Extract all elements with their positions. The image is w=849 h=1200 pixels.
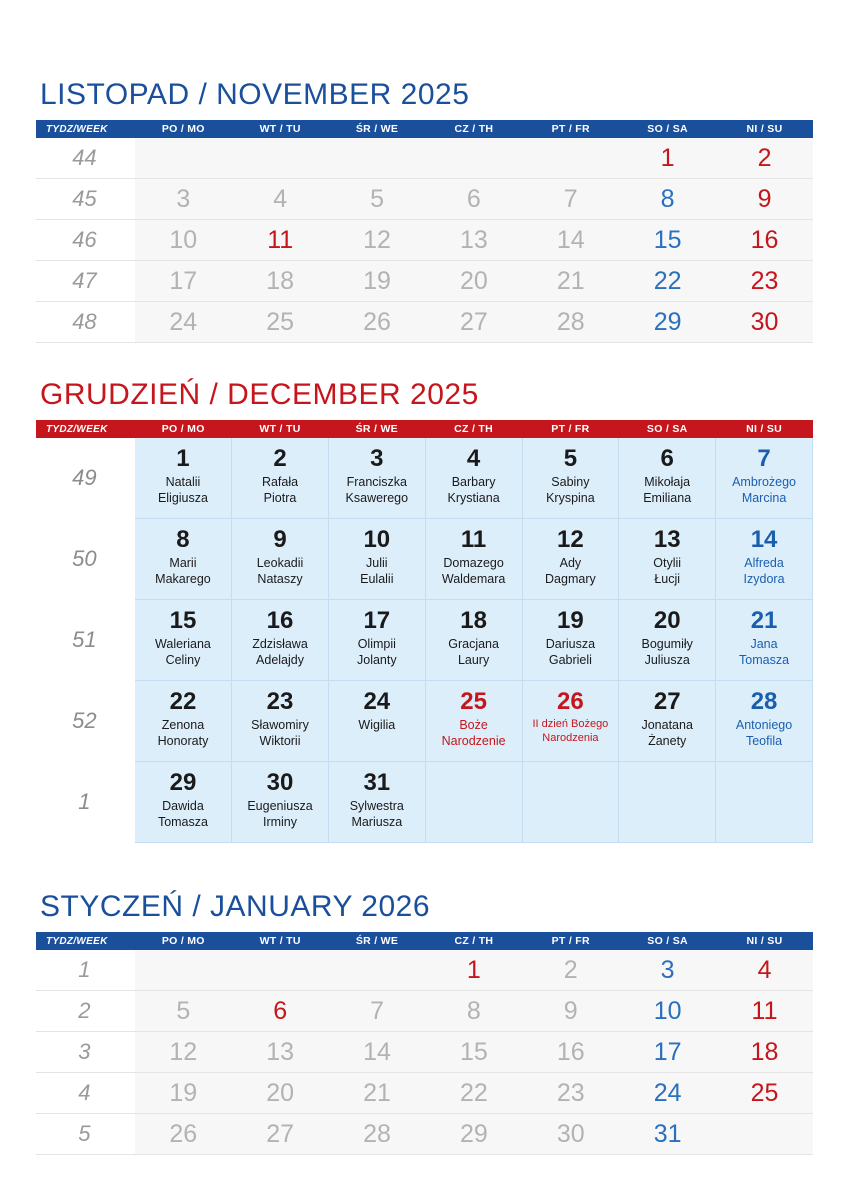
header-day-4: PT / FR xyxy=(522,932,619,950)
day-cell[interactable] xyxy=(329,950,426,991)
day-cell[interactable]: 11 xyxy=(716,991,813,1032)
week-number: 1 xyxy=(36,762,133,843)
day-cell[interactable]: 7 xyxy=(329,991,426,1032)
day-cell[interactable]: 18 xyxy=(716,1032,813,1073)
day-cell[interactable]: 9 xyxy=(522,991,619,1032)
day-cell[interactable]: 24 xyxy=(135,302,232,343)
day-nameday: Zenona Honoraty xyxy=(157,718,209,748)
day-cell[interactable]: 5 xyxy=(135,991,232,1032)
day-nameday: Wigilia xyxy=(358,718,396,733)
calendar-table-december xyxy=(36,420,813,843)
day-cell[interactable]: 8 xyxy=(619,179,716,220)
week-number: 44 xyxy=(36,138,133,179)
header-day-3: CZ / TH xyxy=(425,420,522,438)
week-row xyxy=(36,138,813,179)
header-day-0: PO / MO xyxy=(135,420,232,438)
day-nameday: Sabiny Kryspina xyxy=(546,475,595,505)
day-cell[interactable]: 16 xyxy=(522,1032,619,1073)
day-cell[interactable] xyxy=(716,762,813,843)
header-day-6: NI / SU xyxy=(716,120,813,138)
header-day-4: PT / FR xyxy=(522,120,619,138)
header-day-5: SO / SA xyxy=(619,932,716,950)
day-nameday: Sławomiry Wiktorii xyxy=(251,718,309,748)
calendar-table-january xyxy=(36,932,813,1155)
day-cell[interactable] xyxy=(716,1114,813,1155)
day-number: 5 xyxy=(563,445,578,472)
day-cell[interactable]: 19 xyxy=(329,261,426,302)
day-nameday: Alfreda Izydora xyxy=(743,556,785,586)
day-number: 1 xyxy=(176,445,190,472)
day-cell[interactable]: 27 xyxy=(425,302,522,343)
day-cell[interactable] xyxy=(522,519,619,600)
day-cell[interactable] xyxy=(232,138,329,179)
day-cell[interactable] xyxy=(716,600,813,681)
day-cell[interactable]: 1 xyxy=(425,950,522,991)
day-cell[interactable]: 26 xyxy=(329,302,426,343)
day-cell[interactable]: 29 xyxy=(619,302,716,343)
day-nameday: Waleriana Celiny xyxy=(155,637,211,667)
header-day-0: PO / MO xyxy=(135,932,232,950)
week-row xyxy=(36,950,813,991)
header-day-1: WT / TU xyxy=(232,932,329,950)
day-nameday: Domazego Waldemara xyxy=(441,556,506,586)
day-number: 31 xyxy=(363,769,391,796)
day-nameday: Sylwestra Mariusza xyxy=(349,799,404,829)
day-cell[interactable] xyxy=(328,519,425,600)
day-cell[interactable]: 3 xyxy=(135,179,232,220)
week-number: 45 xyxy=(36,179,133,220)
day-cell[interactable]: 23 xyxy=(716,261,813,302)
month-block-january xyxy=(36,890,813,1155)
day-cell[interactable]: 11 xyxy=(232,220,329,261)
weekday-header-row xyxy=(36,420,813,438)
day-number: 29 xyxy=(169,769,197,796)
day-nameday: Zdzisława Adelajdy xyxy=(252,637,308,667)
day-number: 12 xyxy=(557,526,584,553)
week-number: 5 xyxy=(36,1114,133,1155)
day-cell[interactable] xyxy=(425,681,522,762)
day-cell[interactable]: 13 xyxy=(232,1032,329,1073)
week-row xyxy=(36,179,813,220)
day-cell[interactable] xyxy=(619,438,716,519)
day-number: 17 xyxy=(363,607,391,634)
day-cell[interactable] xyxy=(425,438,522,519)
day-cell[interactable] xyxy=(522,138,619,179)
header-day-2: ŚR / WE xyxy=(329,120,426,138)
day-number: 18 xyxy=(460,607,487,634)
day-cell[interactable]: 20 xyxy=(232,1073,329,1114)
day-nameday: Leokadii Nataszy xyxy=(256,556,304,586)
day-number: 2 xyxy=(273,445,287,472)
day-nameday: Franciszka Ksawerego xyxy=(345,475,409,505)
day-number: 3 xyxy=(370,445,384,472)
day-cell[interactable]: 12 xyxy=(329,220,426,261)
day-cell[interactable]: 1 xyxy=(619,138,716,179)
day-cell[interactable] xyxy=(716,519,813,600)
day-cell[interactable] xyxy=(522,681,619,762)
day-number: 19 xyxy=(557,607,584,634)
day-number: 4 xyxy=(466,445,481,472)
day-cell[interactable]: 17 xyxy=(135,261,232,302)
day-cell[interactable]: 30 xyxy=(716,302,813,343)
day-nameday: Marii Makarego xyxy=(155,556,211,586)
day-nameday: Dariusza Gabrieli xyxy=(545,637,596,667)
day-number: 10 xyxy=(363,526,391,553)
day-cell[interactable] xyxy=(232,762,329,843)
day-number: 27 xyxy=(653,688,681,715)
day-number: 23 xyxy=(266,688,294,715)
day-cell[interactable] xyxy=(619,519,716,600)
day-cell[interactable]: 14 xyxy=(329,1032,426,1073)
week-row xyxy=(36,991,813,1032)
day-cell[interactable]: 21 xyxy=(329,1073,426,1114)
day-number: 20 xyxy=(653,607,681,634)
header-day-5: SO / SA xyxy=(619,420,716,438)
day-cell[interactable]: 6 xyxy=(232,991,329,1032)
day-cell[interactable] xyxy=(522,762,619,843)
header-week-label: TYDZ/WEEK xyxy=(36,932,133,950)
day-nameday: Olimpii Jolanty xyxy=(357,637,397,667)
week-number: 51 xyxy=(36,600,133,681)
day-number: 7 xyxy=(757,445,771,472)
day-cell[interactable]: 25 xyxy=(716,1073,813,1114)
header-week-label: TYDZ/WEEK xyxy=(36,120,133,138)
day-cell[interactable]: 4 xyxy=(716,950,813,991)
day-number: 8 xyxy=(176,526,190,553)
day-cell[interactable] xyxy=(232,519,329,600)
week-number: 48 xyxy=(36,302,133,343)
day-cell[interactable]: 26 xyxy=(135,1114,232,1155)
day-number: 28 xyxy=(750,688,778,715)
day-cell[interactable]: 2 xyxy=(522,950,619,991)
day-number: 25 xyxy=(460,688,487,715)
day-cell[interactable]: 19 xyxy=(135,1073,232,1114)
week-row xyxy=(36,519,813,600)
day-nameday: Jana Tomasza xyxy=(739,637,790,667)
day-cell[interactable]: 22 xyxy=(619,261,716,302)
day-nameday: Gracjana Laury xyxy=(448,637,499,667)
day-cell[interactable]: 23 xyxy=(522,1073,619,1114)
day-cell[interactable] xyxy=(135,138,232,179)
day-nameday: Mikołaja Emiliana xyxy=(643,475,692,505)
day-cell[interactable] xyxy=(619,762,716,843)
week-row xyxy=(36,302,813,343)
week-number: 46 xyxy=(36,220,133,261)
header-day-3: CZ / TH xyxy=(425,120,522,138)
day-cell[interactable]: 28 xyxy=(329,1114,426,1155)
header-day-1: WT / TU xyxy=(232,420,329,438)
day-cell[interactable]: 9 xyxy=(716,179,813,220)
day-number: 15 xyxy=(169,607,197,634)
week-number: 3 xyxy=(36,1032,133,1073)
month-block-december xyxy=(36,378,813,843)
day-nameday: Ambrożego Marcina xyxy=(732,475,797,505)
week-row xyxy=(36,1032,813,1073)
day-number: 22 xyxy=(169,688,197,715)
week-number: 47 xyxy=(36,261,133,302)
day-cell[interactable] xyxy=(328,600,425,681)
day-cell[interactable] xyxy=(328,762,425,843)
day-cell[interactable] xyxy=(232,438,329,519)
day-cell[interactable]: 7 xyxy=(522,179,619,220)
weekday-header-row xyxy=(36,120,813,138)
day-nameday: Antoniego Teofila xyxy=(735,718,793,748)
day-cell[interactable]: 3 xyxy=(619,950,716,991)
day-cell[interactable] xyxy=(425,519,522,600)
day-cell[interactable] xyxy=(522,438,619,519)
calendar-table-november xyxy=(36,120,813,343)
day-nameday: Barbary Krystiana xyxy=(447,475,500,505)
day-number: 21 xyxy=(750,607,778,634)
day-cell[interactable] xyxy=(425,138,522,179)
day-number: 30 xyxy=(266,769,294,796)
day-cell[interactable]: 15 xyxy=(425,1032,522,1073)
week-row xyxy=(36,681,813,762)
week-row xyxy=(36,762,813,843)
day-cell[interactable]: 4 xyxy=(232,179,329,220)
week-number: 52 xyxy=(36,681,133,762)
day-number: 13 xyxy=(653,526,681,553)
day-cell[interactable] xyxy=(135,438,232,519)
header-day-0: PO / MO xyxy=(135,120,232,138)
day-nameday: Jonatana Żanety xyxy=(641,718,693,748)
header-day-2: ŚR / WE xyxy=(329,932,426,950)
header-day-3: CZ / TH xyxy=(425,932,522,950)
day-cell[interactable] xyxy=(135,762,232,843)
day-cell[interactable]: 6 xyxy=(425,179,522,220)
week-number: 1 xyxy=(36,950,133,991)
day-number: 24 xyxy=(363,688,391,715)
day-cell[interactable]: 12 xyxy=(135,1032,232,1073)
day-cell[interactable]: 21 xyxy=(522,261,619,302)
day-number: 16 xyxy=(266,607,294,634)
day-cell[interactable]: 17 xyxy=(619,1032,716,1073)
day-cell[interactable] xyxy=(135,600,232,681)
day-number: 26 xyxy=(557,688,584,715)
day-number: 14 xyxy=(750,526,778,553)
header-day-5: SO / SA xyxy=(619,120,716,138)
day-cell[interactable] xyxy=(619,681,716,762)
week-number: 4 xyxy=(36,1073,133,1114)
day-cell[interactable] xyxy=(425,600,522,681)
day-nameday: Dawida Tomasza xyxy=(157,799,208,829)
month-title-november: LISTOPAD / NOVEMBER 2025 xyxy=(40,78,470,111)
day-cell[interactable]: 28 xyxy=(522,302,619,343)
week-row xyxy=(36,1073,813,1114)
day-nameday: Eugeniusza Irminy xyxy=(247,799,313,829)
day-cell[interactable]: 30 xyxy=(522,1114,619,1155)
day-cell[interactable]: 10 xyxy=(135,220,232,261)
day-nameday: II dzień Bożego Narodzenia xyxy=(532,718,609,744)
day-cell[interactable] xyxy=(425,762,522,843)
day-cell[interactable] xyxy=(135,519,232,600)
day-cell[interactable]: 15 xyxy=(619,220,716,261)
header-day-4: PT / FR xyxy=(522,420,619,438)
day-cell[interactable]: 10 xyxy=(619,991,716,1032)
day-number: 11 xyxy=(460,526,487,553)
day-cell[interactable] xyxy=(619,600,716,681)
day-cell[interactable]: 5 xyxy=(329,179,426,220)
month-title-december: GRUDZIEŃ / DECEMBER 2025 xyxy=(40,378,479,411)
day-nameday: Natalii Eligiusza xyxy=(157,475,208,505)
day-nameday: Boże Narodzenie xyxy=(441,718,506,748)
week-row xyxy=(36,600,813,681)
day-cell[interactable] xyxy=(522,600,619,681)
day-cell[interactable]: 20 xyxy=(425,261,522,302)
day-cell[interactable]: 24 xyxy=(619,1073,716,1114)
header-day-6: NI / SU xyxy=(716,932,813,950)
day-cell[interactable] xyxy=(716,438,813,519)
day-cell[interactable]: 14 xyxy=(522,220,619,261)
day-cell[interactable]: 16 xyxy=(716,220,813,261)
day-nameday: Rafała Piotra xyxy=(261,475,299,505)
day-cell[interactable]: 13 xyxy=(425,220,522,261)
month-title-january: STYCZEŃ / JANUARY 2026 xyxy=(40,890,431,923)
day-cell[interactable] xyxy=(232,950,329,991)
week-row xyxy=(36,261,813,302)
day-cell[interactable] xyxy=(328,438,425,519)
day-cell[interactable] xyxy=(716,681,813,762)
day-number: 6 xyxy=(660,445,674,472)
week-number: 50 xyxy=(36,519,133,600)
week-row xyxy=(36,438,813,519)
day-nameday: Julii Eulalii xyxy=(360,556,394,586)
header-day-2: ŚR / WE xyxy=(328,420,425,438)
header-day-1: WT / TU xyxy=(232,120,329,138)
header-week-label: TYDZ/WEEK xyxy=(36,420,133,438)
day-cell[interactable]: 27 xyxy=(232,1114,329,1155)
day-nameday: Ady Dagmary xyxy=(545,556,596,586)
day-cell[interactable]: 22 xyxy=(425,1073,522,1114)
day-cell[interactable]: 29 xyxy=(425,1114,522,1155)
week-row xyxy=(36,1114,813,1155)
week-number: 49 xyxy=(36,438,133,519)
day-cell[interactable] xyxy=(328,681,425,762)
day-cell[interactable] xyxy=(135,950,232,991)
day-cell[interactable]: 18 xyxy=(232,261,329,302)
day-cell[interactable]: 31 xyxy=(619,1114,716,1155)
weekday-header-row xyxy=(36,932,813,950)
day-nameday: Bogumiły Juliusza xyxy=(641,637,693,667)
week-row xyxy=(36,220,813,261)
day-cell[interactable]: 25 xyxy=(232,302,329,343)
day-cell[interactable] xyxy=(232,600,329,681)
header-day-6: NI / SU xyxy=(716,420,813,438)
day-cell[interactable]: 2 xyxy=(716,138,813,179)
day-cell[interactable] xyxy=(232,681,329,762)
month-block-november xyxy=(36,78,813,343)
day-cell[interactable]: 8 xyxy=(425,991,522,1032)
day-nameday: Otylii Łucji xyxy=(653,556,682,586)
day-cell[interactable] xyxy=(135,681,232,762)
day-cell[interactable] xyxy=(329,138,426,179)
week-number: 2 xyxy=(36,991,133,1032)
day-number: 9 xyxy=(273,526,287,553)
